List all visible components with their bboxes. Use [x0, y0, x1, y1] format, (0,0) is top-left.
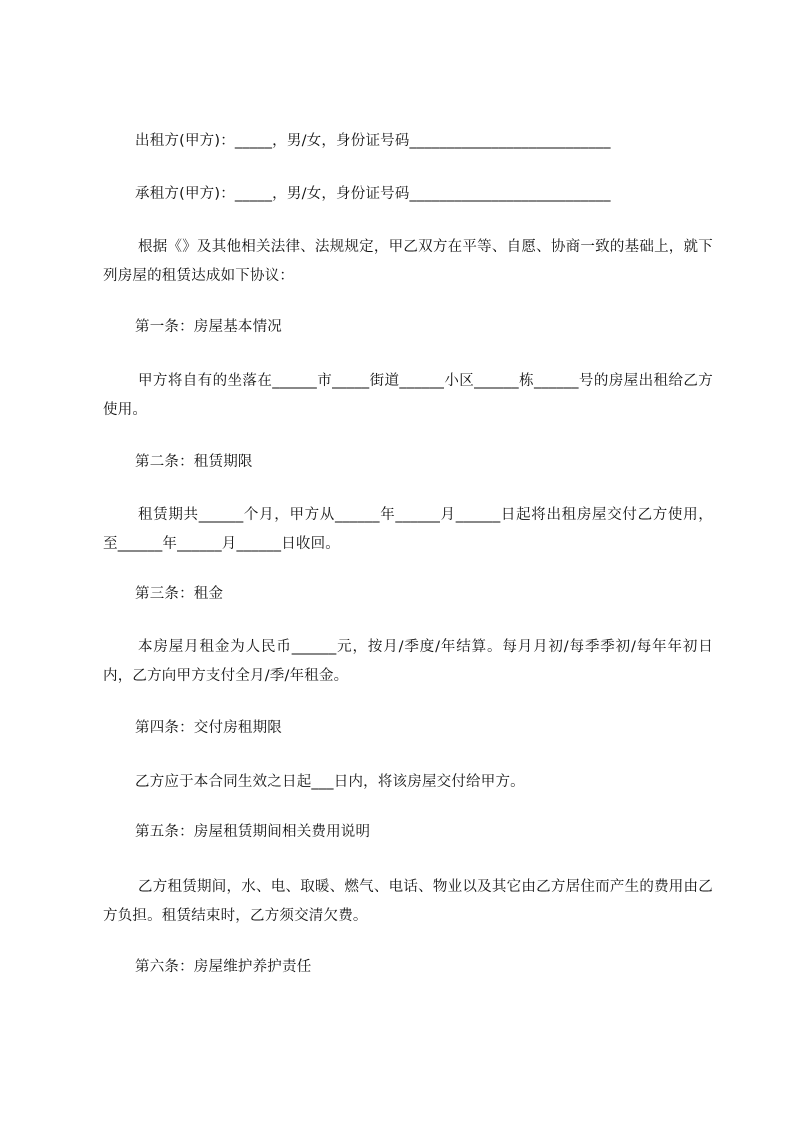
section-6-heading: 第六条：房屋维护养护责任 — [135, 959, 312, 975]
lessor-line: 出租方(甲方)：_____，男/女，身份证号码___________________________ — [135, 133, 611, 149]
section-3-body: 本房屋月租金为人民币______元，按月/季度/年结算。每月月初/每季季初/每年年初日内，乙方向甲方支付全月/季/年租金。 — [103, 639, 713, 684]
section-4-body: 乙方应于本合同生效之日起___日内，将该房屋交付给甲方。 — [135, 774, 525, 790]
section-1-heading: 第一条：房屋基本情况 — [135, 319, 282, 335]
section-1-body: 甲方将自有的坐落在______市_____街道______小区______栋______号的房屋出租给乙方使用。 — [103, 373, 713, 418]
intro-paragraph: 根据《》及其他相关法律、法规规定，甲乙双方在平等、自愿、协商一致的基础上，就下列房屋的租赁达成如下协议： — [103, 239, 713, 284]
section-3-heading: 第三条：租金 — [135, 586, 224, 602]
section-2-body: 租赁期共______个月，甲方从______年______月______日起将出租房屋交付乙方使用，至______年______月______日收回。 — [103, 507, 713, 552]
section-5-heading: 第五条：房屋租赁期间相关费用说明 — [135, 824, 371, 840]
lessee-line: 承租方(甲方)：_____，男/女，身份证号码___________________________ — [135, 186, 611, 202]
section-4-heading: 第四条：交付房租期限 — [135, 720, 282, 736]
section-5-body: 乙方租赁期间，水、电、取暖、燃气、电话、物业以及其它由乙方居住而产生的费用由乙方负担。租赁结束时，乙方须交清欠费。 — [103, 879, 713, 924]
section-2-heading: 第二条：租赁期限 — [135, 454, 253, 470]
